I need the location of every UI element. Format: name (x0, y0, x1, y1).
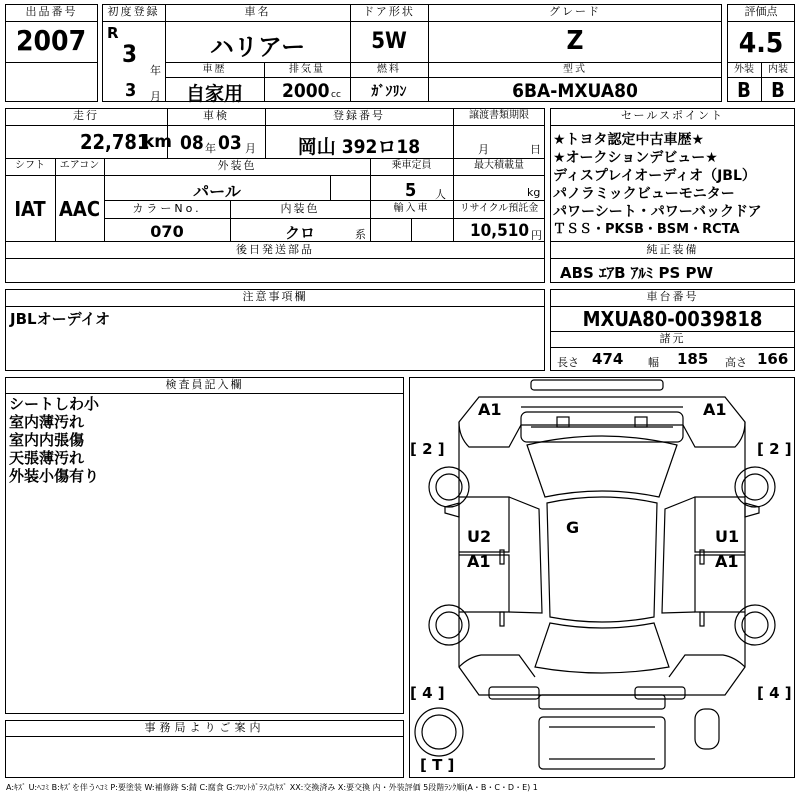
sales-point-line: ★トヨタ認定中古車歴★ (553, 132, 705, 148)
sales-point-line: パワーシート・パワーバックドア (553, 204, 762, 220)
length: 474 (592, 350, 624, 368)
color-no: 070 (150, 222, 184, 241)
door-label: ドア形状 (363, 5, 415, 18)
door-type: 5W (371, 29, 407, 54)
damage-right-a: A1 (715, 552, 739, 571)
load-label: 最大積載量 (474, 160, 524, 171)
capacity-label: 乗車定員 (391, 160, 432, 171)
plate-number: 岡山 392ロ18 (297, 136, 421, 158)
displacement-label: 排気量 (289, 64, 325, 75)
damage-right-u: U1 (715, 527, 740, 546)
sales-point-line: パノラミックビューモニター (553, 186, 735, 202)
model-label: 型式 (563, 64, 587, 75)
damage-front-right: A1 (703, 400, 727, 419)
damage-left-u: U2 (467, 527, 492, 546)
ext-score: B (737, 78, 751, 102)
displacement-unit: cc (331, 90, 341, 100)
inspector-note: シートしわ小 (9, 395, 100, 413)
int-score: B (771, 78, 785, 102)
tire-rear-right: [ 4 ] (757, 684, 792, 702)
first-reg-year-unit: 年 (150, 64, 161, 77)
damage-roof: G (566, 518, 580, 537)
recycle-deposit: 10,510 (470, 221, 530, 241)
ext-score-label: 外装 (734, 64, 754, 75)
equipment: ABS ｴｱB ｱﾙﾐ PS PW (560, 264, 714, 282)
int-color-unit: 系 (355, 228, 366, 241)
width: 185 (677, 350, 709, 368)
grade: Z (566, 26, 584, 56)
spare-tire-mark: [ T ] (420, 756, 455, 774)
aircon-label: エアコン (59, 160, 100, 171)
height-label: 高さ (725, 356, 747, 369)
plate-label: 登録番号 (333, 109, 385, 122)
model-code: 6BA-MXUA80 (512, 80, 638, 102)
grade-label: グレード (549, 5, 601, 18)
sales-points-label: セールスポイント (620, 109, 724, 122)
int-color-label: 内装色 (280, 202, 320, 215)
first-reg-year: 3 (122, 40, 138, 68)
inspection-month: 03 (218, 132, 242, 154)
first-reg-month: 3 (125, 80, 137, 101)
transfer-day-unit: 日 (530, 143, 541, 156)
length-label: 長さ (557, 356, 579, 369)
tire-front-right: [ 2 ] (757, 440, 792, 458)
ext-color: パール (193, 182, 241, 201)
recycle-unit: 円 (531, 229, 542, 242)
chassis-number: MXUA80-0039818 (582, 307, 763, 331)
office-label: 事務局よりご案内 (144, 721, 265, 734)
lot-label: 出品番号 (25, 5, 78, 18)
fuel-label: 燃料 (377, 64, 401, 75)
history-label: 車歴 (202, 64, 227, 75)
tire-rear-left: [ 4 ] (410, 684, 445, 702)
width-label: 幅 (648, 356, 659, 369)
fuel: ｶﾞｿﾘﾝ (371, 84, 407, 100)
inspection-year: 08 (180, 132, 204, 154)
lot-number: 2007 (16, 24, 87, 57)
inspector-note: 室内内張傷 (9, 431, 85, 449)
mileage: 22,781 (80, 130, 150, 154)
inspection-label: 車検 (203, 109, 229, 122)
transfer-label: 譲渡書類期限 (469, 110, 529, 121)
int-color: クロ (285, 224, 316, 242)
first-reg-label: 初度登録 (107, 5, 160, 18)
sales-point-line: ＴＳＳ・PKSB・BSM・RCTA (553, 222, 740, 237)
car-name-label: 車名 (244, 5, 271, 18)
chassis-label: 車台番号 (646, 290, 699, 303)
mileage-label: 走行 (73, 109, 99, 122)
caution-label: 注意事項欄 (242, 290, 308, 303)
inspection-year-unit: 年 (205, 142, 216, 155)
damage-legend: A:ｷｽﾞ U:ﾍｺﾐ B:ｷｽﾞを伴うﾍｺﾐ P:要塗装 W:補修跡 S:錆 C:腐食 G:ﾌﾛﾝﾄｶﾞﾗｽ点ｷｽﾞ XX:交換済み X:要交換 内・外装評価 5段階ﾗﾝｸ順(A・B・C・D・E) 1 (6, 783, 538, 792)
inspector-label: 検査員記入欄 (165, 378, 244, 391)
shift-label: シフト (15, 160, 45, 171)
int-score-label: 内装 (768, 64, 788, 75)
damage-left-a: A1 (467, 552, 491, 571)
import-label: 輸入車 (393, 203, 430, 214)
first-reg-era: R (107, 24, 119, 42)
inspection-month-unit: 月 (245, 142, 256, 155)
history: 自家用 (185, 83, 243, 105)
later-parts-label: 後日発送部品 (236, 243, 314, 256)
equipment-label: 純正装備 (646, 243, 699, 256)
damage-front-left: A1 (478, 400, 502, 419)
sales-point-line: ★オークションデビュー★ (553, 150, 718, 166)
recycle-label: リサイクル預託金 (459, 203, 539, 214)
height: 166 (757, 350, 789, 368)
shift: IAT (14, 197, 46, 221)
caution-text: JBLオーデイオ (10, 310, 111, 328)
displacement: 2000 (282, 80, 330, 102)
inspector-note: 外装小傷有り (9, 467, 100, 485)
overall-score: 4.5 (738, 26, 784, 59)
ext-color-label: 外装色 (217, 159, 257, 172)
specs-label: 諸元 (659, 332, 686, 345)
transfer-month-unit: 月 (478, 143, 489, 156)
car-name: ハリアー (209, 33, 306, 61)
inspector-note: 室内薄汚れ (9, 413, 85, 431)
car-diagram (409, 377, 795, 778)
first-reg-month-unit: 月 (150, 90, 161, 103)
score-label: 評価点 (744, 5, 778, 18)
capacity: 5 (405, 180, 417, 201)
tire-front-left: [ 2 ] (410, 440, 445, 458)
color-no-label: カラーNo. (132, 202, 202, 215)
capacity-unit: 人 (435, 188, 446, 201)
inspector-note: 天張薄汚れ (9, 449, 85, 467)
mileage-unit: km (143, 132, 173, 152)
load-unit: kg (527, 186, 541, 199)
sales-point-line: ディスプレイオーディオ（JBL） (553, 168, 756, 184)
aircon: AAC (58, 197, 101, 221)
